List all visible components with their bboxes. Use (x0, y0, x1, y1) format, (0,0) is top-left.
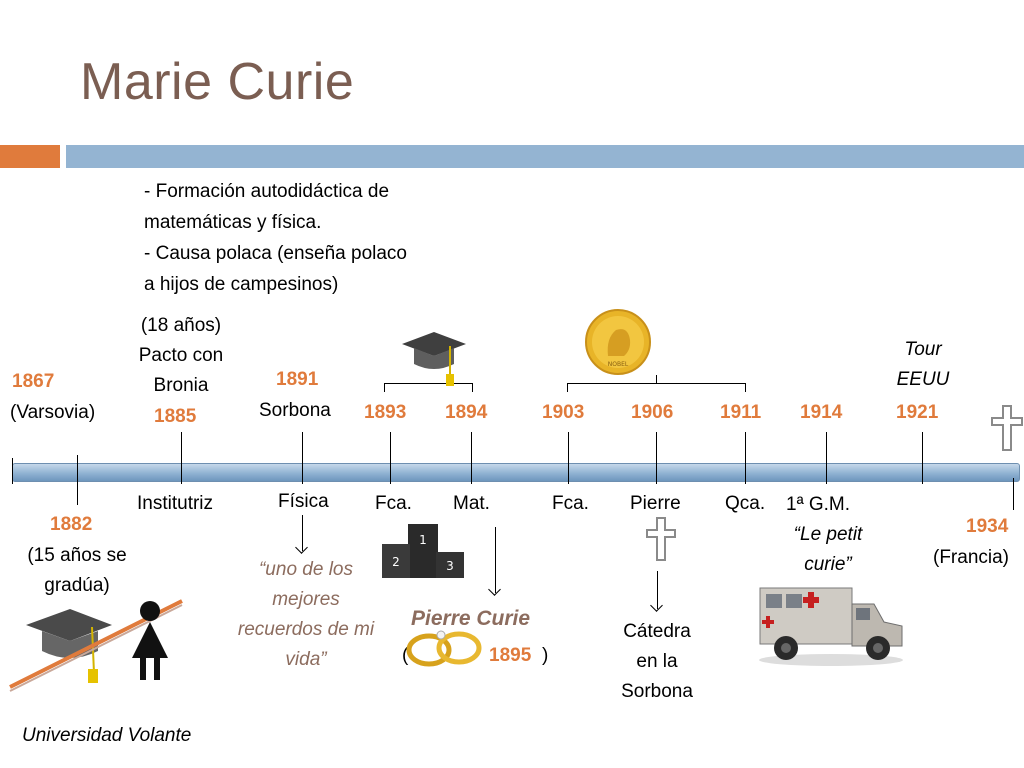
bracket-left-end (384, 383, 385, 392)
label-1882: (15 años se gradúa) (27, 545, 127, 596)
tick-1911 (745, 432, 746, 484)
svg-text:NOBEL: NOBEL (607, 361, 629, 368)
label-institutriz: Institutriz (137, 493, 214, 514)
quote-recuerdos: “uno de los mejores recuerdos de mi vida” (237, 559, 375, 670)
label-francia: (Francia) (933, 547, 1010, 568)
arrow-down (495, 527, 496, 593)
label-mat: Mat. (453, 493, 490, 514)
tick-1867 (12, 458, 13, 484)
notes-text: - Formación autodidáctica de matemáticas y física. - Causa polaca (enseña polaco a hijos de campesinos) (144, 181, 408, 295)
label-fca-1903: Fca. (552, 493, 589, 514)
bracket-right-end (745, 383, 746, 392)
paren-close: ) (542, 645, 549, 666)
tick-1891 (302, 432, 303, 484)
year-1906: 1906 (631, 402, 674, 423)
timeline-bar (12, 463, 1020, 482)
year-1891: 1891 (276, 369, 319, 390)
label-fca-1893: Fca. (375, 493, 412, 514)
cross-icon (645, 516, 677, 562)
label-gm: 1ª G.M. (786, 494, 851, 515)
graduation-cap-icon (400, 330, 470, 388)
year-1903: 1903 (542, 402, 585, 423)
tick-1893 (390, 432, 391, 484)
year-1914: 1914 (800, 402, 843, 423)
year-1893: 1893 (364, 402, 407, 423)
nobel-medal-icon (584, 308, 652, 376)
tick-1885 (181, 432, 182, 484)
ambulance-icon (756, 582, 906, 666)
accent-bar-blue (66, 145, 1024, 168)
year-1867: 1867 (12, 371, 55, 392)
label-sorbona: Sorbona (259, 400, 331, 421)
accent-bar-orange (0, 145, 60, 168)
tick-1894 (471, 432, 472, 484)
svg-text:1: 1 (419, 533, 427, 547)
tick-1914 (826, 432, 827, 484)
year-1934: 1934 (966, 516, 1009, 537)
cross-icon (990, 404, 1024, 452)
label-catedra: Cátedra en la Sorbona (621, 621, 693, 702)
arrow-down (657, 571, 658, 609)
bracket-right-end (472, 383, 473, 392)
bracket-left-end (567, 383, 568, 392)
label-tour-eeuu: Tour EEUU (896, 339, 950, 390)
arrow-down (302, 515, 303, 551)
year-1882: 1882 (50, 514, 93, 535)
label-varsovia: (Varsovia) (10, 402, 96, 423)
tick-1934 (1013, 478, 1014, 510)
paren-open: ( (402, 645, 409, 666)
svg-text:2: 2 (392, 555, 400, 569)
year-1921: 1921 (896, 402, 939, 423)
bracket-mid (656, 375, 657, 383)
year-1894: 1894 (445, 402, 488, 423)
label-petit-curie: “Le petit curie” (793, 524, 863, 575)
podium-icon (380, 522, 466, 580)
tick-1903 (568, 432, 569, 484)
bracket-1903-1911 (567, 383, 746, 384)
label-fisica: Física (278, 491, 329, 512)
woman-icon (126, 600, 174, 682)
tick-1882 (77, 455, 78, 505)
tick-1921 (922, 432, 923, 484)
label-pacto-bronia: (18 años) Pacto con Bronia (138, 315, 224, 396)
label-qca: Qca. (725, 493, 766, 514)
year-1911: 1911 (720, 402, 762, 423)
tick-1906 (656, 432, 657, 484)
label-pierre: Pierre (630, 493, 681, 514)
label-pierre-curie: Pierre Curie (411, 607, 531, 630)
wedding-rings-icon (403, 628, 487, 668)
svg-text:3: 3 (446, 559, 454, 573)
page-title: Marie Curie (80, 53, 355, 111)
year-1885: 1885 (154, 406, 197, 427)
label-universidad-volante: Universidad Volante (22, 725, 192, 746)
year-1895: 1895 (489, 645, 532, 666)
